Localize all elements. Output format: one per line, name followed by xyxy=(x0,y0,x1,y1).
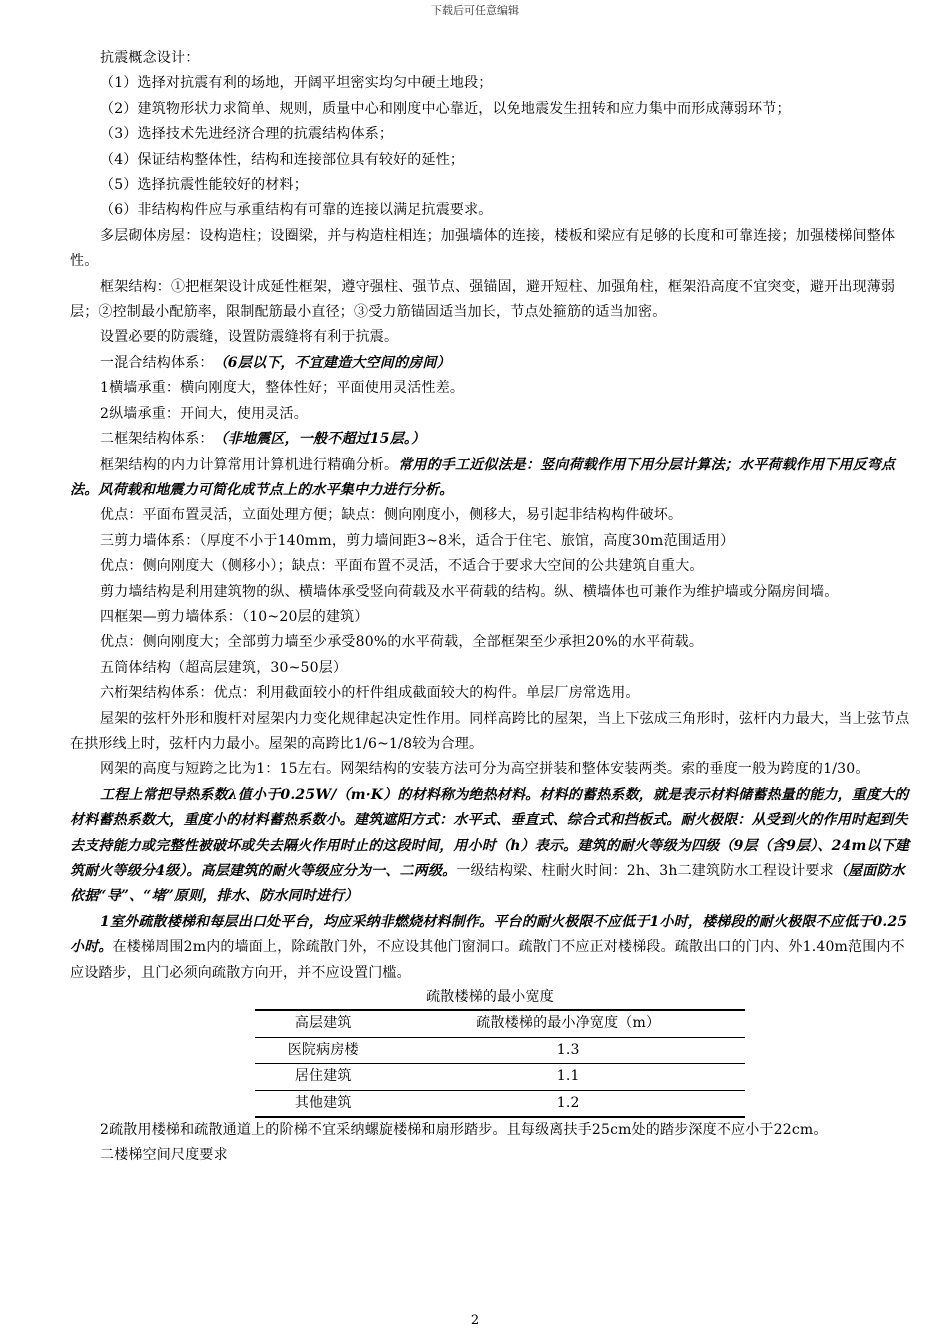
table-header-row xyxy=(255,1010,745,1037)
paragraph xyxy=(70,453,910,504)
paragraph: 优点：侧向刚度大（侧移小）；缺点：平面布置不灵活，不适合于要求大空间的公共建筑自重大。 xyxy=(100,558,704,575)
paragraph: 2疏散用楼梯和疏散通道上的阶梯不宜采纳螺旋楼梯和扇形踏步。且每级离扶手25cm处的踏步深度不应小于22cm。 xyxy=(100,1122,828,1139)
emphasis-text: 常用的手工近似法是：竖向荷载作用下用分层计算法；水平荷载作用下用反弯点法。风荷载和地震力可简化成节点上的水平集中力进行分析。 xyxy=(70,456,896,498)
table-row xyxy=(255,1064,745,1091)
text-run: 二框架结构体系： xyxy=(100,431,214,448)
paragraph: 二楼梯空间尺度要求 xyxy=(100,1147,228,1164)
paragraph: （2）建筑物形状力求简单、规则，质量中心和刚度中心靠近，以免地震发生扭转和应力集中而形成薄弱环节； xyxy=(100,100,791,117)
paragraph: 剪力墙结构是利用建筑物的纵、横墙体承受竖向荷载及水平荷载的结构。纵、横墙体也可兼作为维护墙或分隔房间墙。 xyxy=(100,583,839,600)
paragraph: 五筒体结构（超高层建筑，30~50层） xyxy=(100,659,348,676)
paragraph: （4）保证结构整体性，结构和连接部位具有较好的延性； xyxy=(100,151,465,168)
paragraph: （3）选择技术先进经济合理的抗震结构体系； xyxy=(100,126,394,143)
paragraph xyxy=(70,427,910,452)
table-caption: 疏散楼梯的最小宽度 xyxy=(426,989,554,1006)
paragraph: 2纵墙承重：开间大，使用灵活。 xyxy=(100,405,308,422)
table-row xyxy=(255,1090,745,1117)
paragraph: 六桁架结构体系：优点：利用截面较小的杆件组成截面较大的构件。单层厂房常选用。 xyxy=(100,685,640,702)
text-run: 框架结构的内力计算常用计算机进行精确分析。 xyxy=(100,456,399,473)
table-header-cell: 疏散楼梯的最小净宽度（m） xyxy=(391,1010,745,1037)
paragraph xyxy=(70,910,910,986)
table-cell: 1.2 xyxy=(391,1090,745,1117)
text-run: 在楼梯周围2m内的墙面上，除疏散门外，不应设其他门窗洞口。疏散门不应正对楼梯段。疏散出口的门内、外1.40m范围内不应设踏步，且门必须向疏散方向开，并不应设置门槛。 xyxy=(70,939,905,981)
table-cell: 其他建筑 xyxy=(255,1090,391,1117)
paragraph: 多层砌体房屋：设构造柱；设圈梁，并与构造柱相连；加强墙体的连接，楼板和梁应有足够的长度和可靠连接；加强楼梯间整体性。 xyxy=(70,227,896,270)
paragraph: 设置必要的防震缝，设置防震缝将有利于抗震。 xyxy=(100,329,399,346)
table-row xyxy=(255,1037,745,1064)
paragraph: （5）选择抗震性能较好的材料； xyxy=(100,177,308,194)
paragraph xyxy=(70,351,910,376)
table-cell: 居住建筑 xyxy=(255,1064,391,1091)
paragraph: 四框架—剪力墙体系：（10~20层的建筑） xyxy=(100,608,369,625)
paragraph: （6）非结构构件应与承重结构有可靠的连接以满足抗震要求。 xyxy=(100,202,493,219)
paragraph xyxy=(70,783,910,910)
emphasis-text: （非地震区，一般不超过15层。） xyxy=(213,431,426,448)
paragraph: 优点：平面布置灵活，立面处理方便；缺点：侧向刚度小，侧移大，易引起非结构构件破坏。 xyxy=(100,507,683,524)
page-header: 下载后可任意编辑 xyxy=(431,4,519,17)
text-run: 一级结构梁、柱耐火时间：2h、3h二建筑防水工程设计要求 xyxy=(456,863,834,879)
page-number: 2 xyxy=(470,1313,480,1328)
emphasis-text: 工程上常把导热系数λ值小于0.25W/（m·K）的材料称为绝热材料。材料的蓄热系数，就是表示材料储蓄热量的能力，重度大的材料蓄热系数大，重度小的材料蓄热系数小。建筑遮阳方式：水平式、垂直式、综合式和挡板式。耐火极限：从受到火的作用时起到失去支持能力或完整性被破坏或失去隔火作用时止的这段时间，用小时（h）表示。建筑的耐火等级为四级（9层（含9层）、24m以下建筑耐火等级分4级）。高层建筑的耐火等级应分为一、二两级。 xyxy=(70,786,910,879)
table-cell: 医院病房楼 xyxy=(255,1037,391,1064)
paragraph: 优点：侧向刚度大；全部剪力墙至少承受80%的水平荷载，全部框架至少承担20%的水平荷载。 xyxy=(100,634,704,651)
paragraph: （1）选择对抗震有利的场地，开阔平坦密实均匀中硬土地段； xyxy=(100,75,493,92)
paragraph: 三剪力墙体系：（厚度不小于140mm，剪力墙间距3~8米，适合于住宅、旅馆，高度30m范围适用） xyxy=(100,532,735,549)
table-cell: 1.1 xyxy=(391,1064,745,1091)
stair-width-table xyxy=(255,1009,745,1118)
text-run: 一混合结构体系： xyxy=(100,354,214,371)
paragraph: 网架的高度与短跨之比为1：15左右。网架结构的安装方法可分为高空拼装和整体安装两类。索的垂度一般为跨度的1/30。 xyxy=(100,761,870,778)
document-body xyxy=(70,46,910,1169)
paragraph: 1横墙承重：横向刚度大，整体性好；平面使用灵活性差。 xyxy=(100,380,465,397)
table-cell: 1.3 xyxy=(391,1037,745,1064)
paragraph: 屋架的弦杆外形和腹杆对屋架内力变化规律起决定性作用。同样高跨比的屋架，当上下弦成三角形时，弦杆内力最大，当上弦节点在拱形线上时，弦杆内力最小。屋架的高跨比1/6~1/8较为合理。 xyxy=(70,710,910,752)
emphasis-text: （屋面防水依据“导”、“堵”原则，排水、防水同时进行） xyxy=(70,863,905,905)
emphasis-text: 1室外疏散楼梯和每层出口处平台，均应采纳非燃烧材料制作。平台的耐火极限不应低于1小时，楼梯段的耐火极限不应低于0.25小时。 xyxy=(70,913,908,956)
emphasis-text: （6层以下，不宜建造大空间的房间） xyxy=(213,354,451,371)
paragraph: 框架结构：①把框架设计成延性框架，遵守强柱、强节点、强锚固，避开短柱、加强角柱，框架沿高度不宜突变，避开出现薄弱层；②控制最小配筋率，限制配筋最小直径；③受力筋锚固适当加长，节点处箍筋的适当加密。 xyxy=(70,278,896,321)
paragraph: 抗震概念设计： xyxy=(100,50,200,66)
table-header-cell: 高层建筑 xyxy=(255,1010,391,1037)
